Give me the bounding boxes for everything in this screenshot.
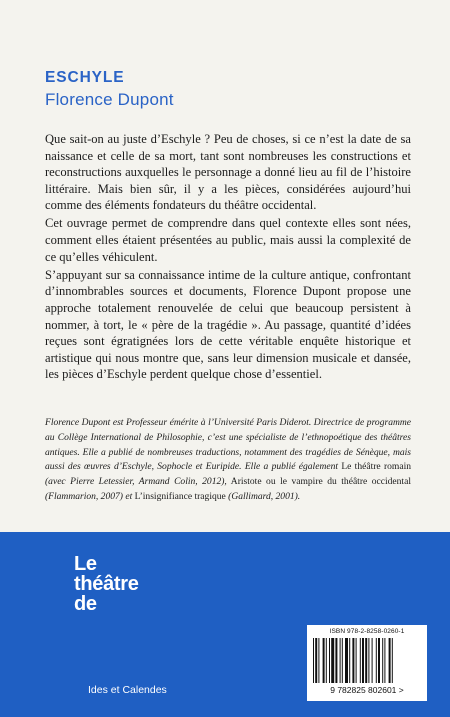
collection-line: théâtre (74, 573, 139, 595)
barcode-number: 9 782825 802601 > (330, 685, 404, 695)
bio-book-title: Le théâtre romain (341, 461, 411, 473)
bio-text: Florence Dupont est Professeur émérite à l’Université Paris Diderot. Directrice de programme au Collège International de Philosophie, c’est une spécialiste de l’ethnopoétique des théâtres antiques. Elle a publié de nombreuses traductions, notamment des tragédies de Sénèque, mais aussi des œuvres d’Eschyle, Sophocle et Euripide. Elle a publié également (45, 417, 411, 473)
bio-book-title: L’insignifiance tragique (134, 490, 226, 502)
blurb-paragraph: Que sait-on au juste d’Eschyle ? Peu de choses, si ce n’est la date de sa naissance et celle de sa mort, tant sont nombreuses les constructions et reconstructions auxquelles le personnage a donné lieu au fil de l’histoire littéraire. Mais bien sûr, il y a les pièces, considérées aujourd’hui comme des éléments fondateurs du théâtre occidental. (45, 132, 411, 213)
back-cover-blurb (45, 131, 411, 384)
collection-line: de (74, 593, 97, 615)
publisher-name: Ides et Calendes (88, 684, 167, 696)
collection-line: Le (74, 553, 97, 575)
barcode-bars-icon (313, 638, 421, 683)
blurb-paragraph: S’appuyant sur sa connaissance intime de la culture antique, confrontant d’innombrables sources et documents, Florence Dupont propose une approche totalement renouvelée de celui que beaucoup persistent à nommer, à tort, le « père de la tragédie ». Au passage, quantité d’idées reçues sont égratignées lors de cette véritable enquête historique et artistique qui nous montre que, sans leur dimension musicale et dansée, les pièces d’Eschyle perdent quelque chose d’essentiel. (45, 267, 411, 382)
isbn-barcode (307, 625, 427, 701)
author-biography (45, 416, 411, 505)
isbn-text: ISBN 978-2-8258-0260-1 (329, 628, 405, 635)
book-title: ESCHYLE (45, 69, 125, 86)
bio-text: (Gallimard, 2001). (228, 490, 301, 502)
bio-text: (Flammarion, 2007) et (45, 490, 133, 502)
bio-book-title: Aristote ou le vampire du théâtre occidental (230, 476, 411, 488)
book-author: Florence Dupont (45, 90, 174, 109)
blurb-paragraph: Cet ouvrage permet de comprendre dans quel contexte elles sont nées, comment elles étaient présentées au public, mais aussi la complexité de ce qu’elles véhiculent. (45, 216, 411, 264)
collection-name (74, 554, 139, 614)
bio-text: (avec Pierre Letessier, Armand Colin, 2012), (45, 476, 227, 488)
